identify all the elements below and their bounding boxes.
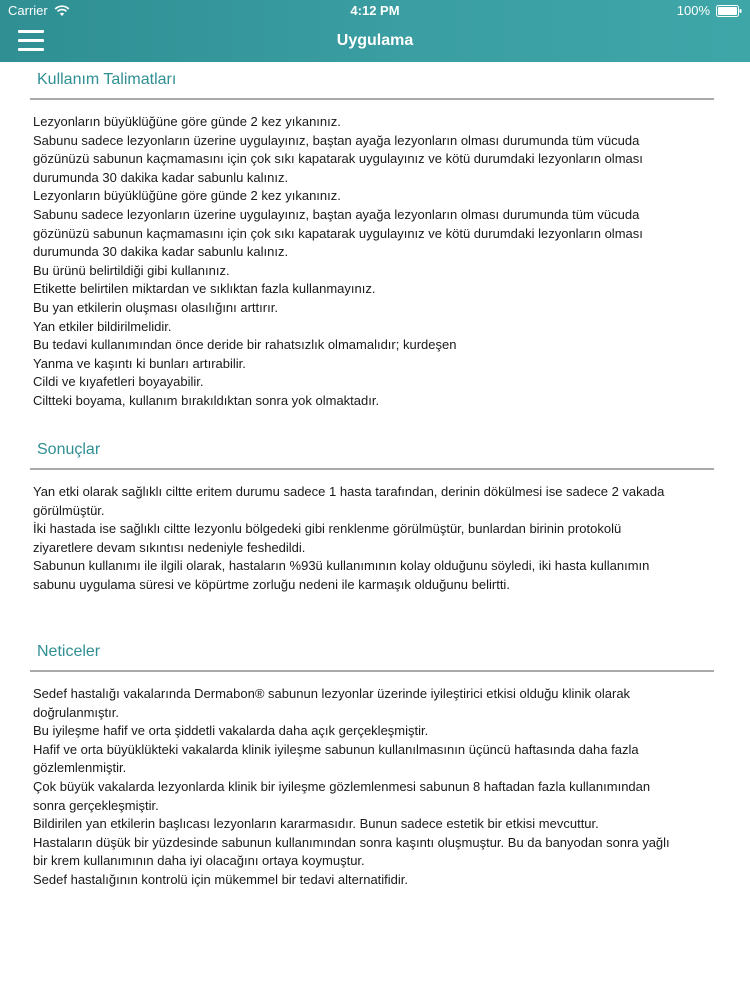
section-kullanim-talimatlari <box>30 68 714 411</box>
body-text-line: Sedef hastalığının kontrolü için mükemmel bir tedavi alternatifidir. <box>33 871 409 887</box>
battery-icon <box>716 5 742 17</box>
body-text-line: durumunda 30 dakika kadar sabunlu kalınız. <box>33 244 289 260</box>
body-text-line: Yanma ve kaşıntı ki bunları artırabilir. <box>33 355 246 371</box>
body-text-line: Bu ürünü belirtildiği gibi kullanınız. <box>33 262 230 278</box>
section-body <box>33 685 714 890</box>
body-text-line: görülmüştür. <box>33 502 105 518</box>
body-text-line: Sabunun kullanımı ile ilgili olarak, hastaların %93ü kullanımının kolay olduğunu söyledi, iki hasta kullanımın <box>33 558 650 574</box>
body-text-line: sonra gerçekleşmiştir. <box>33 797 159 813</box>
body-text-line: Çok büyük vakalarda lezyonlarda klinik bir iyileşme gözlemlenmesi sabunun 8 haftadan fazla kullanımından <box>33 778 651 794</box>
body-text-line: gözlemlenmiştir. <box>33 760 127 776</box>
section-body <box>33 113 714 411</box>
body-text-line: Bildirilen yan etkilerin başlıcası lezyonların kararmasıdır. Bunun sadece estetik bir etkisi mevcuttur. <box>33 816 599 832</box>
body-text-line: Lezyonların büyüklüğüne göre günde 2 kez yıkanınız. <box>33 114 341 129</box>
section-title: Neticeler <box>37 643 101 660</box>
body-text-line: Sabunu sadece lezyonların üzerine uygulayınız, baştan ayağa lezyonların olması durumunda tüm vücuda <box>33 206 640 222</box>
status-time: 4:12 PM <box>350 3 400 18</box>
body-text-line: Cildi ve kıyafetleri boyayabilir. <box>33 374 204 390</box>
body-text-line: Yan etkiler bildirilmelidir. <box>33 318 172 334</box>
body-text-line: doğrulanmıştır. <box>33 704 119 720</box>
body-text-line: Hastaların düşük bir yüzdesinde sabunun kullanımından sonra kaşıntı oluşmuştur. Bu da banyodan sonra yağlı <box>33 834 670 850</box>
section-divider <box>30 98 714 100</box>
body-text-line: ziyaretlere devam sıkıntısı nedeniyle feshedildi. <box>33 539 306 555</box>
body-text-line: Yan etki olarak sağlıklı ciltte eritem durumu sadece 1 hasta tarafından, derinin dökülmesi ise sadece 2 vakada <box>33 484 665 499</box>
nav-title: Uygulama <box>336 32 414 49</box>
body-text-line: Bu iyileşme hafif ve orta şiddetli vakalarda daha açık gerçekleşmiştir. <box>33 723 429 739</box>
section-divider <box>30 670 714 672</box>
section-divider <box>30 468 714 470</box>
app-header <box>0 0 750 62</box>
body-text-line: bir krem kullanımının daha iyi olacağını ortaya koymuştur. <box>33 853 365 869</box>
section-neticeler <box>30 640 714 890</box>
section-title: Kullanım Talimatları <box>37 71 177 88</box>
navigation-bar <box>0 22 750 62</box>
status-right <box>677 3 742 18</box>
section-body <box>33 483 714 595</box>
section-sonuclar <box>30 438 714 595</box>
section-title: Sonuçlar <box>37 441 101 458</box>
body-text-line: durumunda 30 dakika kadar sabunlu kalınız. <box>33 169 289 185</box>
body-text-line: Bu tedavi kullanımından önce deride bir rahatsızlık olmamalıdır; kurdeşen <box>33 337 457 353</box>
body-text-line: İki hastada ise sağlıklı ciltte lezyonlu bölgedeki gibi renklenme görülmüştür, bunlardan birinin protokolü <box>33 521 622 537</box>
body-text-line: Etikette belirtilen miktardan ve sıklıktan fazla kullanmayınız. <box>33 281 376 297</box>
body-text-line: gözünüzü sabunun kaçmamasını için çok sıkı kapatarak uygulayınız ve kötü durumdaki lezyonların olması <box>33 151 643 167</box>
body-text-line: Sedef hastalığı vakalarında Dermabon® sabunun lezyonlar üzerinde iyileştirici etkisi olduğu klinik olarak <box>33 686 631 701</box>
body-text-line: Hafif ve orta büyüklükteki vakalarda klinik iyileşme sabunun kullanılmasının üçüncü haftasında daha fazla <box>33 741 639 757</box>
battery-percent: 100% <box>676 3 710 18</box>
body-text-line: gözünüzü sabunun kaçmamasını için çok sıkı kapatarak uygulayınız ve kötü durumdaki lezyonların olması <box>33 225 643 241</box>
body-text-line: sabunu uygulama süresi ve köpürtme zorluğu nedeni ile karmaşık olduğunu belirtti. <box>33 576 510 592</box>
body-text-line: Bu yan etkilerin oluşması olasılığını arttırır. <box>33 299 278 315</box>
body-text-line: Lezyonların büyüklüğüne göre günde 2 kez yıkanınız. <box>33 188 341 204</box>
carrier-label: Carrier <box>8 3 48 18</box>
status-bar <box>0 0 750 22</box>
body-text-line: Ciltteki boyama, kullanım bırakıldıktan sonra yok olmaktadır. <box>33 392 380 408</box>
body-text-line: Sabunu sadece lezyonların üzerine uygulayınız, baştan ayağa lezyonların olması durumunda tüm vücuda <box>33 132 640 148</box>
